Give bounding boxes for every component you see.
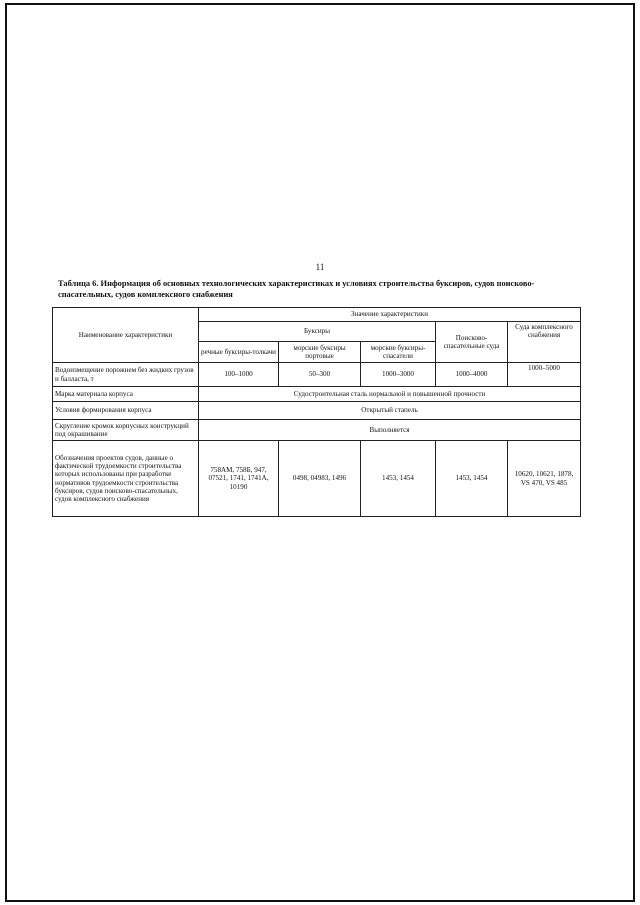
cell-value: 50–300	[279, 363, 361, 387]
cell-value: 1000–4000	[436, 363, 508, 387]
cell-value: 1453, 1454	[436, 441, 508, 517]
header-tugs-group: Буксиры	[199, 322, 436, 342]
row-label: Водоизмещение порожнем без жидких грузов и балласта, т	[53, 363, 199, 387]
row-label: Обозначения проектов судов, данные о фактической трудоемкости строительства которых использованы при разработке нормативов трудоемкости строительства буксиров, судов поисково-спасательных, судов комплексного снабжения	[53, 441, 199, 517]
header-characteristic-name: Наименование характеристики	[53, 308, 199, 363]
row-label: Марка материала корпуса	[53, 387, 199, 402]
page-number: 11	[315, 262, 325, 272]
header-sea-port-tugs: морские буксиры портовые	[279, 342, 361, 363]
table-row	[53, 387, 581, 402]
cell-value: 100–1000	[199, 363, 279, 387]
table-row	[53, 420, 581, 441]
cell-value: Открытый стапель	[199, 402, 581, 420]
row-label: Условия формирования корпуса	[53, 402, 199, 420]
header-characteristic-value: Значение характеристики	[199, 308, 581, 322]
header-supply-vessels: Суда комплексного снабжения	[508, 322, 581, 363]
cell-value: 758AM, 758Б, 947, 07521, 1741, 1741A, 10190	[199, 441, 279, 517]
cell-value: 1453, 1454	[361, 441, 436, 517]
cell-value: 1000–5000	[508, 363, 581, 387]
table-row	[53, 402, 581, 420]
table-row	[53, 441, 581, 517]
cell-value: 1000–3000	[361, 363, 436, 387]
header-search-rescue: Поисково-спасательные суда	[436, 322, 508, 363]
table-row	[53, 363, 581, 387]
header-sea-rescue-tugs: морские буксиры-спасатели	[361, 342, 436, 363]
cell-value: Выполняется	[199, 420, 581, 441]
table-caption: Таблица 6. Информация об основных технологических характеристиках и условиях строительства буксиров, судов поисково-спасательных, судов комплексного снабжения	[58, 279, 535, 299]
header-river-tugs: речные буксиры-толкачи	[199, 342, 279, 363]
row-label: Скругление кромок корпусных конструкций под окрашивание	[53, 420, 199, 441]
cell-value: 0498, 04983, 1496	[279, 441, 361, 517]
characteristics-table	[52, 307, 581, 517]
table-header-row	[53, 308, 581, 322]
cell-value: 10620, 10621, 1878, VS 470, VS 485	[508, 441, 581, 517]
cell-value: Судостроительная сталь нормальной и повышенной прочности	[199, 387, 581, 402]
